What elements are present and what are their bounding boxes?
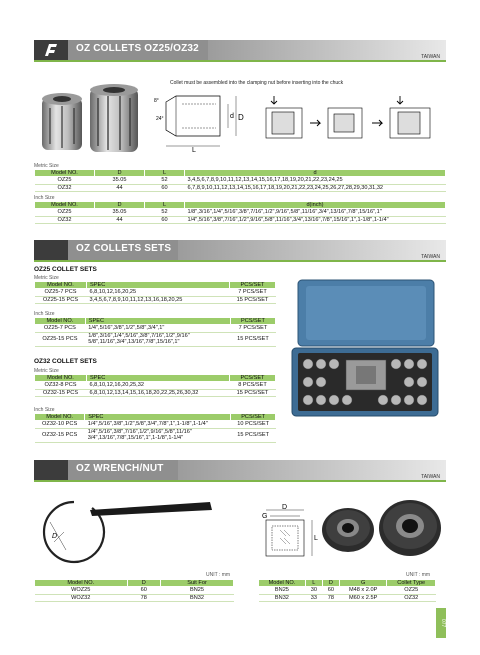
section-title: OZ COLLETS OZ25/OZ32 (76, 43, 199, 54)
divider (34, 60, 446, 62)
cell: 52 (145, 177, 185, 184)
cell: BN32 (161, 594, 234, 601)
dim-d: d (230, 113, 234, 120)
col-header: L (145, 202, 185, 209)
cell: 30 (305, 587, 322, 594)
assembly-steps-drawing (262, 92, 446, 152)
col-header: Model NO. (35, 375, 87, 382)
oz32-sets-heading: OZ32 COLLET SETS (34, 358, 97, 365)
cell: OZ25 (35, 209, 95, 216)
section-title: OZ WRENCH/NUT (76, 463, 164, 474)
cell: OZ32 (387, 594, 436, 601)
cell: OZ25-7 PCS (35, 289, 87, 296)
col-header: SPEC (87, 282, 230, 289)
cell: OZ32 (35, 184, 95, 191)
section-title: OZ COLLETS SETS (76, 243, 172, 254)
nut-photos (318, 494, 444, 560)
cell: WOZ32 (35, 594, 128, 601)
divider (34, 260, 446, 262)
dim-D: D (282, 504, 288, 511)
wrench-table (34, 579, 234, 602)
cell: 15 PCS/SET (230, 389, 276, 396)
col-header: d(inch) (185, 202, 446, 209)
dim-D: D (52, 533, 58, 540)
cell: 8 PCS/SET (230, 382, 276, 389)
cell: 60 (322, 587, 339, 594)
table-row (35, 177, 446, 184)
collet-metric-table (34, 169, 446, 192)
cell: 60 (145, 184, 185, 191)
col-header: Suit For (161, 580, 234, 587)
table-row (35, 296, 276, 303)
oz25-inch-sets-table (34, 317, 276, 347)
cell: 15 PCS/SET (231, 428, 276, 442)
collet-large (90, 84, 138, 152)
section-subtitle: TAIWAN (421, 474, 440, 480)
collet-small (42, 93, 82, 150)
cell: BN25 (161, 587, 234, 594)
section-banner-sets (34, 240, 446, 260)
assembly-note: Collet must be assembled into the clamping nut before inserting into the chuck (170, 80, 344, 86)
cell: 3,4,5,6,7,8,9,10,11,12,13,16,18,20,25 (87, 296, 230, 303)
nut-dimension-drawing (256, 502, 326, 568)
col-header: D (95, 202, 145, 209)
cell: OZ32-15 PCS (35, 389, 87, 396)
cell: M60 x 2.5P (339, 594, 387, 601)
oz25-metric-sets-table (34, 281, 276, 304)
cell: 33 (305, 594, 322, 601)
cell: 78 (322, 594, 339, 601)
collet-set-case-image (290, 278, 440, 418)
cell: 1/4",5/16",3/8",7/16",1/2",9/16",5/8",11/16",3/4",13/16",7/8",15/16",1",1-1/8",1-1/4" (185, 216, 446, 223)
cell: WOZ25 (35, 587, 128, 594)
col-header: L (145, 170, 185, 177)
dim-G: G (262, 513, 268, 520)
table-row (259, 587, 436, 594)
collet-dimension-drawing (152, 92, 252, 152)
dim-angle2: 24° (156, 116, 164, 122)
table-row (35, 389, 276, 396)
dim-D: D (238, 113, 244, 122)
col-header: Model NO. (259, 580, 306, 587)
table-row (35, 382, 276, 389)
cell: 7 PCS/SET (230, 325, 275, 332)
col-header: Model NO. (35, 318, 86, 325)
col-header: Model NO. (35, 580, 128, 587)
col-header: Collet Type (387, 580, 436, 587)
table-row (35, 216, 446, 223)
nut-large (379, 500, 441, 556)
inch-size-caption: Inch Size (34, 311, 55, 317)
logo-icon (42, 42, 60, 58)
cell: 3,4,5,6,7,8,9,10,11,12,13,14,15,16,17,18,19,20,21,22,23,24,25 (185, 177, 446, 184)
cell: 15 PCS/SET (230, 296, 276, 303)
nut-small (322, 508, 374, 552)
cell: 35.05 (95, 209, 145, 216)
dim-L: L (314, 535, 318, 542)
col-header: SPEC (87, 375, 230, 382)
col-header: d (185, 170, 446, 177)
cell: OZ25-15 PCS (35, 332, 86, 346)
col-header: D (127, 580, 161, 587)
cell: M48 x 2.0P (339, 587, 387, 594)
cell: 10 PCS/SET (231, 421, 276, 428)
inch-size-caption: Inch Size (34, 407, 55, 413)
cell: 7 PCS/SET (230, 289, 276, 296)
cell: OZ25-7 PCS (35, 325, 86, 332)
col-header: Model NO. (35, 170, 95, 177)
col-header: D (95, 170, 145, 177)
cell: 44 (95, 184, 145, 191)
cell: 78 (127, 594, 161, 601)
collet-photos (36, 84, 144, 156)
oz32-inch-sets-table (34, 413, 276, 443)
cell: 1/8",3/16",1/4",5/16",3/8",7/16",1/2",9/16" 5/8",11/16",3/4",13/16",7/8",15/16",1" (85, 332, 230, 346)
table-row (35, 332, 276, 346)
metric-size-caption: Metric Size (34, 275, 59, 281)
section-subtitle: TAIWAN (421, 54, 440, 60)
cell: OZ25 (387, 587, 436, 594)
cell: 15 PCS/SET (230, 332, 275, 346)
cell: 52 (145, 209, 185, 216)
table-row (259, 594, 436, 601)
cell: OZ25 (35, 177, 95, 184)
table-row (35, 594, 234, 601)
cell: 35.05 (95, 177, 145, 184)
unit-label: UNIT : mm (206, 572, 231, 578)
section-banner-collets (34, 40, 446, 60)
table-row (35, 184, 446, 191)
dim-L: L (192, 147, 196, 152)
cell: OZ32 (35, 216, 95, 223)
cell: 6,8,10,12,13,14,15,16,18,20,22,25,26,30,32 (87, 389, 230, 396)
col-header: PCS/SET (230, 318, 275, 325)
page-number: 077 (436, 608, 446, 638)
dim-angle: 8° (154, 98, 159, 104)
cell: 6,8,10,12,16,20,25,32 (87, 382, 230, 389)
cell: BN25 (259, 587, 306, 594)
table-row (35, 289, 276, 296)
col-header: PCS/SET (231, 414, 276, 421)
table-row (35, 325, 276, 332)
cell: OZ32-10 PCS (35, 421, 85, 428)
cell: 6,8,10,12,16,20,25 (87, 289, 230, 296)
section-subtitle: TAIWAN (421, 254, 440, 260)
oz32-metric-sets-table (34, 374, 276, 397)
cell: OZ25-15 PCS (35, 296, 87, 303)
metric-size-caption: Metric Size (34, 163, 59, 169)
col-header: G (339, 580, 387, 587)
col-header: SPEC (85, 414, 231, 421)
col-header: Model NO. (35, 282, 87, 289)
cell: 1/4",5/16",3/8",1/2",5/8",3/4",1" (85, 325, 230, 332)
col-header: D (322, 580, 339, 587)
col-header: SPEC (85, 318, 230, 325)
cell: 1/4",5/16",3/8",1/2",5/8",3/4",7/8",1",1-1/8",1-1/4" (85, 421, 231, 428)
cell: OZ32-8 PCS (35, 382, 87, 389)
unit-label: UNIT : mm (406, 572, 431, 578)
table-row (35, 421, 276, 428)
cell: 60 (127, 587, 161, 594)
col-header: Model NO. (35, 202, 95, 209)
cell: BN32 (259, 594, 306, 601)
col-header: Model NO. (35, 414, 85, 421)
nut-table (258, 579, 436, 602)
cell: 1/8",3/16",1/4",5/16",3/8",7/16",1/2",9/16",5/8",11/16",3/4",13/16",7/8",15/16",1" (185, 209, 446, 216)
col-header: PCS/SET (230, 375, 276, 382)
col-header: PCS/SET (230, 282, 276, 289)
divider (34, 480, 446, 482)
inch-size-caption: Inch Size (34, 195, 55, 201)
cell: 60 (145, 216, 185, 223)
cell: 1/4",5/16",3/8",7/16",1/2",9/16",5/8",11/16" 3/4",13/16",7/8",15/16",1",1-1/8",1-1/4" (85, 428, 231, 442)
metric-size-caption: Metric Size (34, 368, 59, 374)
oz25-sets-heading: OZ25 COLLET SETS (34, 266, 97, 273)
col-header: L (305, 580, 322, 587)
table-row (35, 587, 234, 594)
table-row (35, 209, 446, 216)
wrench-drawing (34, 492, 220, 568)
cell: 6,7,8,9,10,11,12,13,14,15,16,17,18,19,20,21,22,23,24,25,26,27,28,29,30,31,32 (185, 184, 446, 191)
cell: OZ32-15 PCS (35, 428, 85, 442)
table-row (35, 428, 276, 442)
cell: 44 (95, 216, 145, 223)
section-banner-wrench (34, 460, 446, 480)
collet-inch-table (34, 201, 446, 224)
